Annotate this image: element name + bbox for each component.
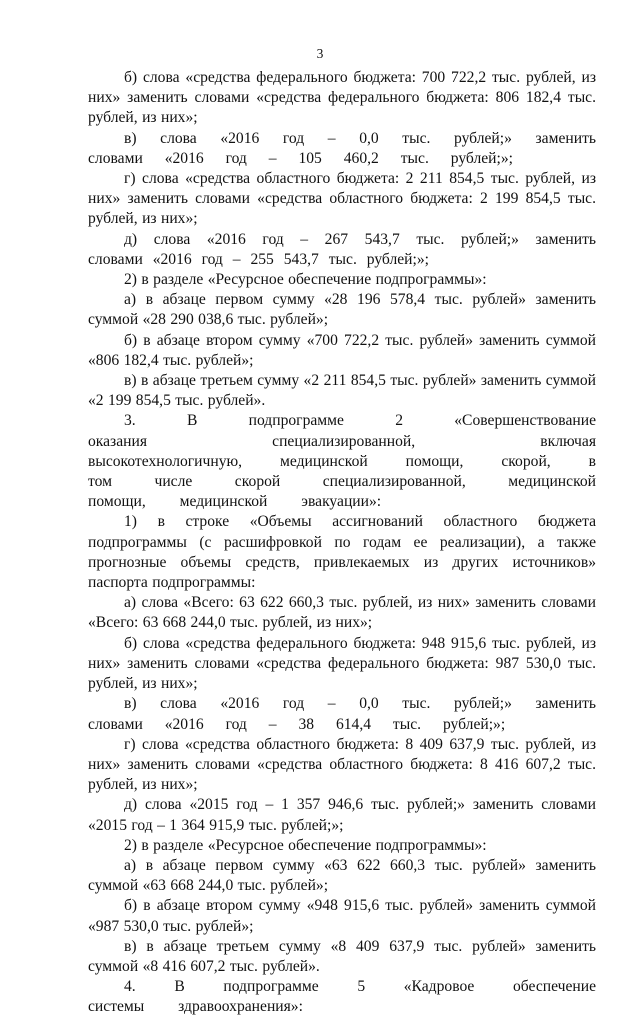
paragraph: а) в абзаце первом сумму «63 622 660,3 тыс. рублей» заменить суммой «63 668 244,0 тыс. рублей»; (88, 856, 596, 895)
paragraph: в) в абзаце третьем сумму «2 211 854,5 тыс. рублей» заменить суммой «2 199 854,5 тыс. рублей». (88, 372, 596, 410)
paragraph: 4. В подпрограмме 5 «Кадровое обеспечение системы здравоохранения»: (88, 978, 596, 1016)
paragraph: в) в абзаце третьем сумму «8 409 637,9 тыс. рублей» заменить суммой «8 416 607,2 тыс. рублей». (88, 937, 596, 975)
page-number: 3 (316, 46, 324, 61)
paragraph: д) слова «2016 год – 267 543,7 тыс. рублей;» заменить словами «2016 год – 255 543,7 тыс. рублей;»; (88, 230, 596, 268)
paragraph: б) в абзаце втором сумму «700 722,2 тыс. рублей» заменить суммой «806 182,4 тыс. рублей»; (88, 331, 596, 369)
paragraph: а) в абзаце первом сумму «28 196 578,4 тыс. рублей» заменить суммой «28 290 038,6 тыс. рублей»; (88, 291, 596, 329)
paragraph: г) слова «средства областного бюджета: 2 211 854,5 тыс. рублей, из них» заменить словами «средства областного бюджета: 2 199 854,5 тыс. рублей, из них»; (88, 170, 596, 228)
paragraph: д) слова «2015 год – 1 357 946,6 тыс. рублей;» заменить словами «2015 год – 1 364 915,9 тыс. рублей;»; (88, 796, 596, 834)
paragraph: б) в абзаце втором сумму «948 915,6 тыс. рублей» заменить суммой «987 530,0 тыс. рублей»; (88, 897, 596, 935)
paragraph: в) слова «2016 год – 0,0 тыс. рублей;» заменить словами «2016 год – 105 460,2 тыс. рублей;»; (88, 129, 596, 167)
paragraph: 2) в разделе «Ресурсное обеспечение подпрограммы»: (124, 271, 487, 289)
paragraph: в) слова «2016 год – 0,0 тыс. рублей;» заменить словами «2016 год – 38 614,4 тыс. рублей;»; (88, 695, 596, 733)
paragraph: 2) в разделе «Ресурсное обеспечение подпрограммы»: (124, 836, 487, 854)
paragraph: г) слова «средства областного бюджета: 8 409 637,9 тыс. рублей, из них» заменить словами «средства областного бюджета: 8 416 607,2 тыс. рублей, из них»; (88, 735, 596, 794)
paragraph: б) слова «средства федерального бюджета: 948 915,6 тыс. рублей, из них» заменить словами «средства федерального бюджета: 987 530,0 тыс. рублей, из них»; (88, 634, 596, 693)
paragraph: 3. В подпрограмме 2 «Совершенствование оказания специализированной, включая высокотехнологичную, медицинской помощи, скорой, в том числе скорой специализированной, медицинской помощи, медицинской эвакуации»: (88, 412, 596, 511)
paragraph: б) слова «средства федерального бюджета: 700 722,2 тыс. рублей, из них» заменить словами «средства федерального бюджета: 806 182,4 тыс. рублей, из них»; (88, 69, 596, 127)
paragraph: а) слова «Всего: 63 622 660,3 тыс. рублей, из них» заменить словами «Всего: 63 668 244,0 тыс. рублей, из них»; (88, 594, 596, 632)
document-body (88, 68, 596, 1018)
paragraph: 1) в строке «Объемы ассигнований областного бюджета подпрограммы (с расшифровкой по годам ее реализации), а также прогнозные объемы средств, привлекаемых из других источников» паспорта подпрограммы: (88, 513, 596, 592)
